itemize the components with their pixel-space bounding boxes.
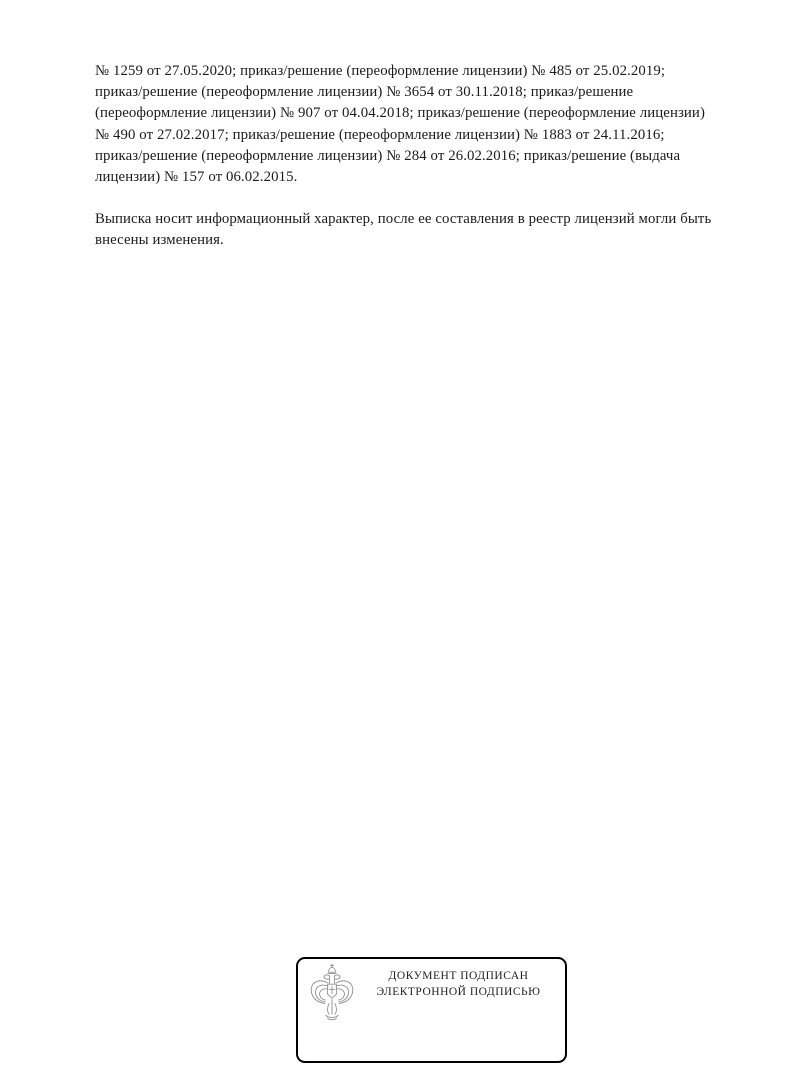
paragraph-spacer <box>95 188 767 209</box>
orders-paragraph-line: лицензии) № 157 от 06.02.2015. <box>95 169 298 186</box>
stamp-text <box>358 968 559 1000</box>
stamp-line-2: ЭЛЕКТРОННОЙ ПОДПИСЬЮ <box>376 986 541 998</box>
note-paragraph-line: внесены изменения. <box>95 232 224 249</box>
orders-paragraph-line: № 1259 от 27.05.2020; приказ/решение (переоформление лицензии) № 485 от 25.02.2019; <box>95 63 666 79</box>
stamp-line-1: ДОКУМЕНТ ПОДПИСАН <box>388 970 529 982</box>
orders-paragraph-line: приказ/решение (переоформление лицензии) № 3654 от 30.11.2018; приказ/решение <box>95 84 634 101</box>
document-body-text <box>95 61 767 252</box>
note-paragraph-line: Выписка носит информационный характер, после ее составления в реестр лицензий могли быть <box>95 211 712 228</box>
electronic-signature-stamp <box>296 957 567 1063</box>
double-headed-eagle-icon <box>309 963 355 1021</box>
orders-paragraph-line: приказ/решение (переоформление лицензии) № 284 от 26.02.2016; приказ/решение (выдача <box>95 147 681 164</box>
orders-paragraph-line: № 490 от 27.02.2017; приказ/решение (переоформление лицензии) № 1883 от 24.11.2016; <box>95 126 665 143</box>
orders-paragraph-line: (переоформление лицензии) № 907 от 04.04.2018; приказ/решение (переоформление лицензии) <box>95 105 705 122</box>
